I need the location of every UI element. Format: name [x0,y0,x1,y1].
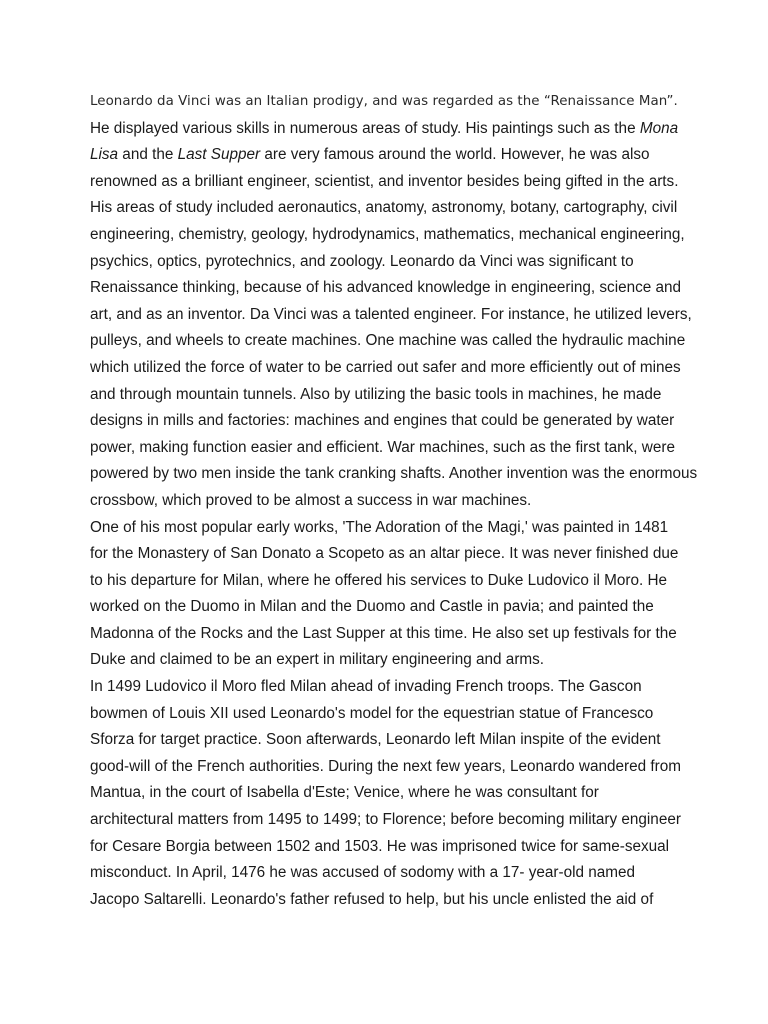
text-line: Jacopo Saltarelli. Leonardo's father refused to help, but his uncle enlisted the aid of [90,890,654,908]
text-span: He displayed various skills in numerous areas of study. His paintings such as the [90,119,640,137]
paragraph-3 [90,674,680,913]
text-line [90,116,680,143]
italic-title: Mona [639,119,679,137]
text-span: are very famous around the world. However, he was also [260,146,650,164]
text-line [90,142,680,169]
text-line: Renaissance thinking, because of his advanced knowledge in engineering, science and [90,279,682,297]
text-line: bowmen of Louis XII used Leonardo's model for the equestrian statue of Francesco [90,704,654,722]
paragraph-2 [90,515,680,675]
text-line: architectural matters from 1495 to 1499; to Florence; before becoming military engineer [90,811,681,829]
text-line: power, making function easier and efficient. War machines, such as the first tank, were [90,438,675,456]
text-line: worked on the Duomo in Milan and the Duomo and Castle in pavia; and painted the [90,598,654,616]
document-body [90,89,698,913]
text-line: to his departure for Milan, where he offered his services to Duke Ludovico il Moro. He [90,571,668,589]
text-line: Sforza for target practice. Soon afterwards, Leonardo left Milan inspite of the evident [90,731,661,749]
italic-title: Last Supper [177,146,261,164]
text-line: misconduct. In April, 1476 he was accused of sodomy with a 17- year-old named [90,864,636,882]
paragraph-1 [90,116,698,515]
text-line: for the Monastery of San Donato a Scopeto as an altar piece. It was never finished due [90,545,679,563]
text-line: good-will of the French authorities. During the next few years, Leonardo wandered from [90,757,681,775]
text-line: which utilized the force of water to be carried out safer and more efficiently out of mines [90,358,681,376]
text-line: Duke and claimed to be an expert in military engineering and arms. [90,651,545,669]
text-line: Madonna of the Rocks and the Last Supper at this time. He also set up festivals for the [90,624,677,642]
text-line: renowned as a brilliant engineer, scientist, and inventor besides being gifted in the arts. [90,172,679,190]
text-line: One of his most popular early works, 'The Adoration of the Magi,' was painted in 1481 [90,518,669,536]
text-line: and through mountain tunnels. Also by utilizing the basic tools in machines, he made [90,385,662,403]
text-line: His areas of study included aeronautics, anatomy, astronomy, botany, cartography, civil [90,199,678,217]
italic-title: Lisa [90,146,119,164]
text-line: for Cesare Borgia between 1502 and 1503. He was imprisoned twice for same-sexual [90,837,670,855]
intro-sentence: Leonardo da Vinci was an Italian prodigy, and was regarded as the “Renaissance Man”. [90,94,678,109]
text-line: psychics, optics, pyrotechnics, and zoology. Leonardo da Vinci was significant to [90,252,634,270]
text-line: powered by two men inside the tank cranking shafts. Another invention was the enormous [90,465,698,483]
text-span: and the [118,146,178,164]
text-line: engineering, chemistry, geology, hydrodynamics, mathematics, mechanical engineering, [90,225,685,243]
text-line: crossbow, which proved to be almost a success in war machines. [90,491,532,509]
text-line: pulleys, and wheels to create machines. One machine was called the hydraulic machine [90,332,686,350]
text-line: designs in mills and factories: machines and engines that could be generated by water [90,412,675,430]
text-line: Mantua, in the court of Isabella d'Este; Venice, where he was consultant for [90,784,599,802]
text-line: art, and as an inventor. Da Vinci was a talented engineer. For instance, he utilized levers, [90,305,692,323]
text-line: In 1499 Ludovico il Moro fled Milan ahead of invading French troops. The Gascon [90,678,642,696]
